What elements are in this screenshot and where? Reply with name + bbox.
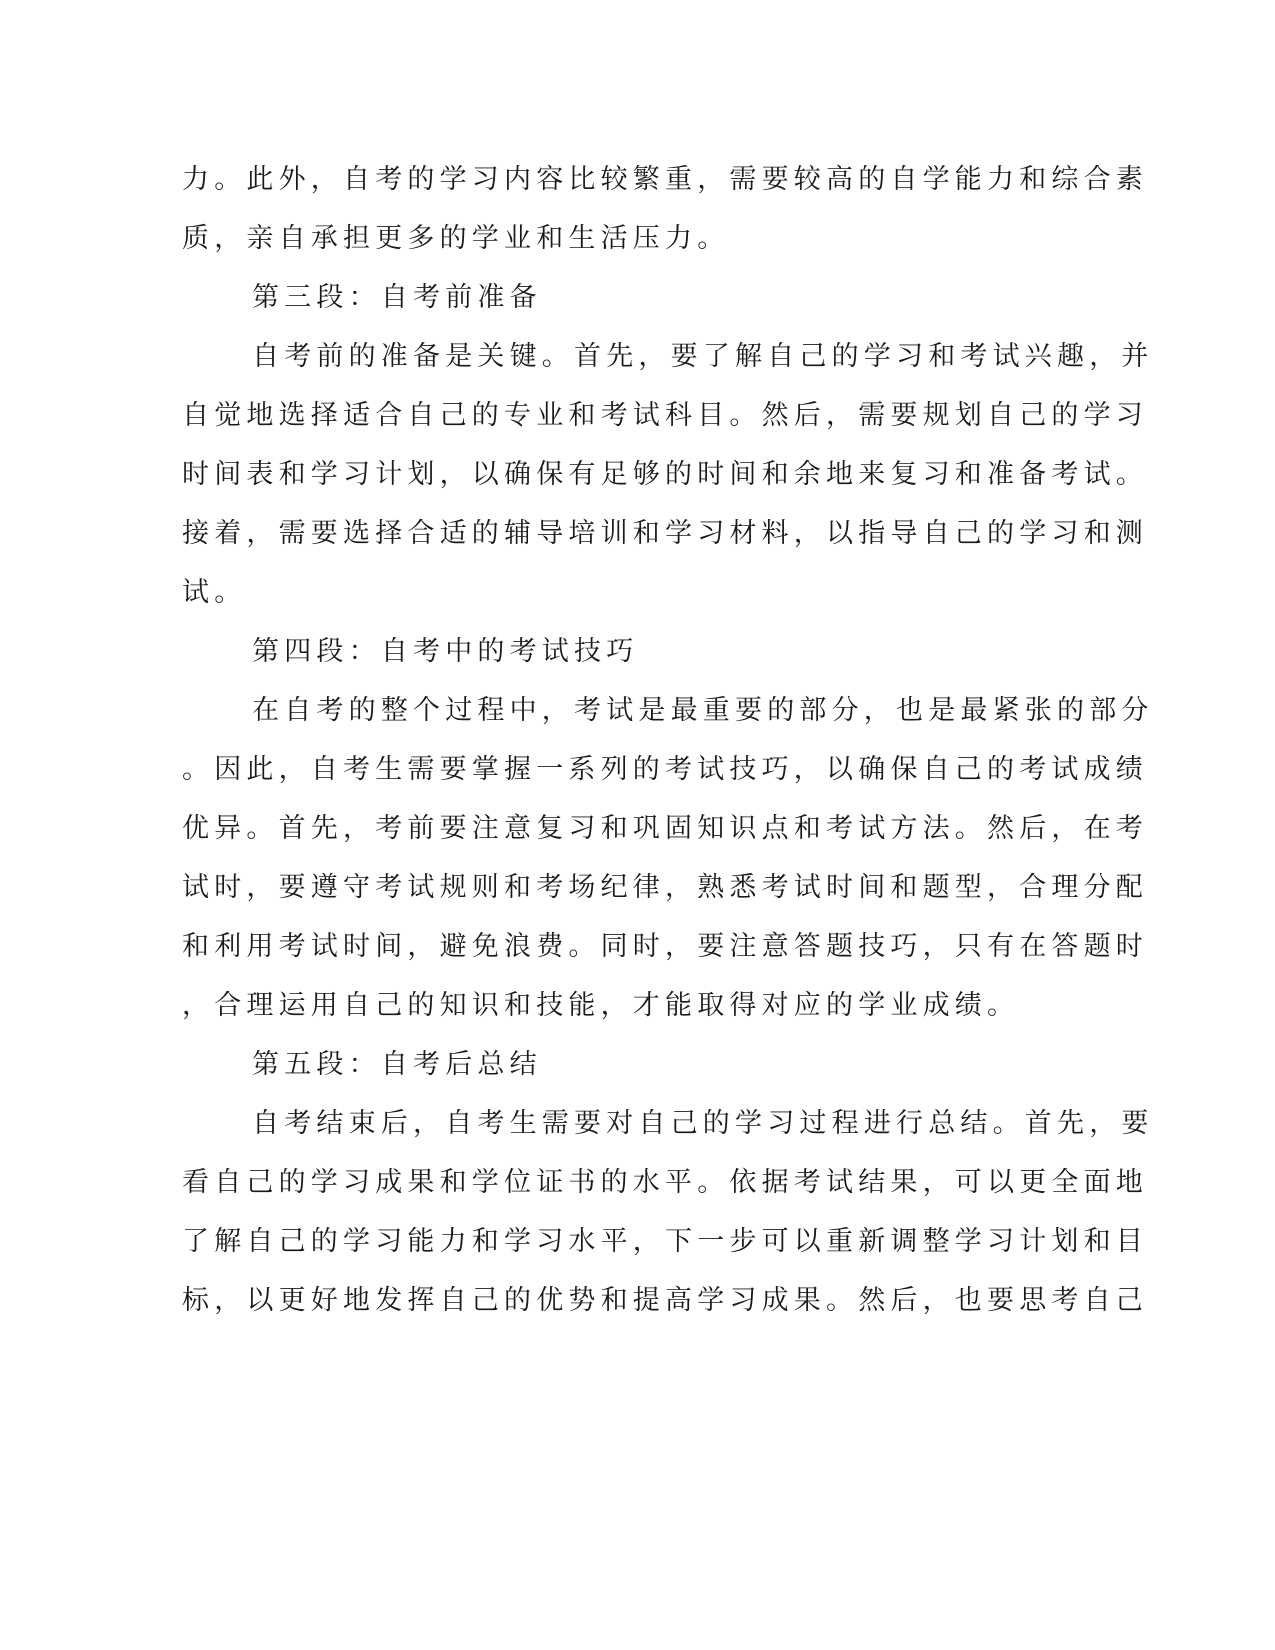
text-line: 力。此外，自考的学习内容比较繁重，需要较高的自学能力和综合素 [182, 164, 1148, 195]
section-heading: 第四段：自考中的考试技巧 [252, 636, 639, 667]
section-heading: 第五段：自考后总结 [252, 1049, 542, 1080]
text-line: 在自考的整个过程中，考试是最重要的部分，也是最紧张的部分 [252, 695, 1154, 726]
text-line: 时间表和学习计划，以确保有足够的时间和余地来复习和准备考试。 [182, 459, 1148, 490]
text-line: 自考结束后，自考生需要对自己的学习过程进行总结。首先，要 [252, 1108, 1154, 1139]
text-line: 优异。首先，考前要注意复习和巩固知识点和考试方法。然后，在考 [182, 813, 1148, 844]
text-line: 质，亲自承担更多的学业和生活压力。 [182, 223, 730, 254]
body-text [182, 150, 1154, 1330]
text-line: ，合理运用自己的知识和技能，才能取得对应的学业成绩。 [182, 990, 1020, 1021]
text-line: 自考前的准备是关键。首先，要了解自己的学习和考试兴趣，并 [252, 341, 1154, 372]
text-line: 试。 [182, 577, 247, 608]
section-heading: 第三段：自考前准备 [252, 282, 542, 313]
text-line: 自觉地选择适合自己的专业和考试科目。然后，需要规划自己的学习 [182, 400, 1148, 431]
text-line: 了解自己的学习能力和学习水平，下一步可以重新调整学习计划和目 [182, 1226, 1148, 1257]
text-line: 。因此，自考生需要掌握一系列的考试技巧，以确保自己的考试成绩 [182, 754, 1148, 785]
text-line: 标，以更好地发挥自己的优势和提高学习成果。然后，也要思考自己 [182, 1285, 1148, 1316]
text-line: 看自己的学习成果和学位证书的水平。依据考试结果，可以更全面地 [182, 1167, 1148, 1198]
text-line: 接着，需要选择合适的辅导培训和学习材料，以指导自己的学习和测 [182, 518, 1148, 549]
text-line: 试时，要遵守考试规则和考场纪律，熟悉考试时间和题型，合理分配 [182, 872, 1148, 903]
text-line: 和利用考试时间，避免浪费。同时，要注意答题技巧，只有在答题时 [182, 931, 1148, 962]
